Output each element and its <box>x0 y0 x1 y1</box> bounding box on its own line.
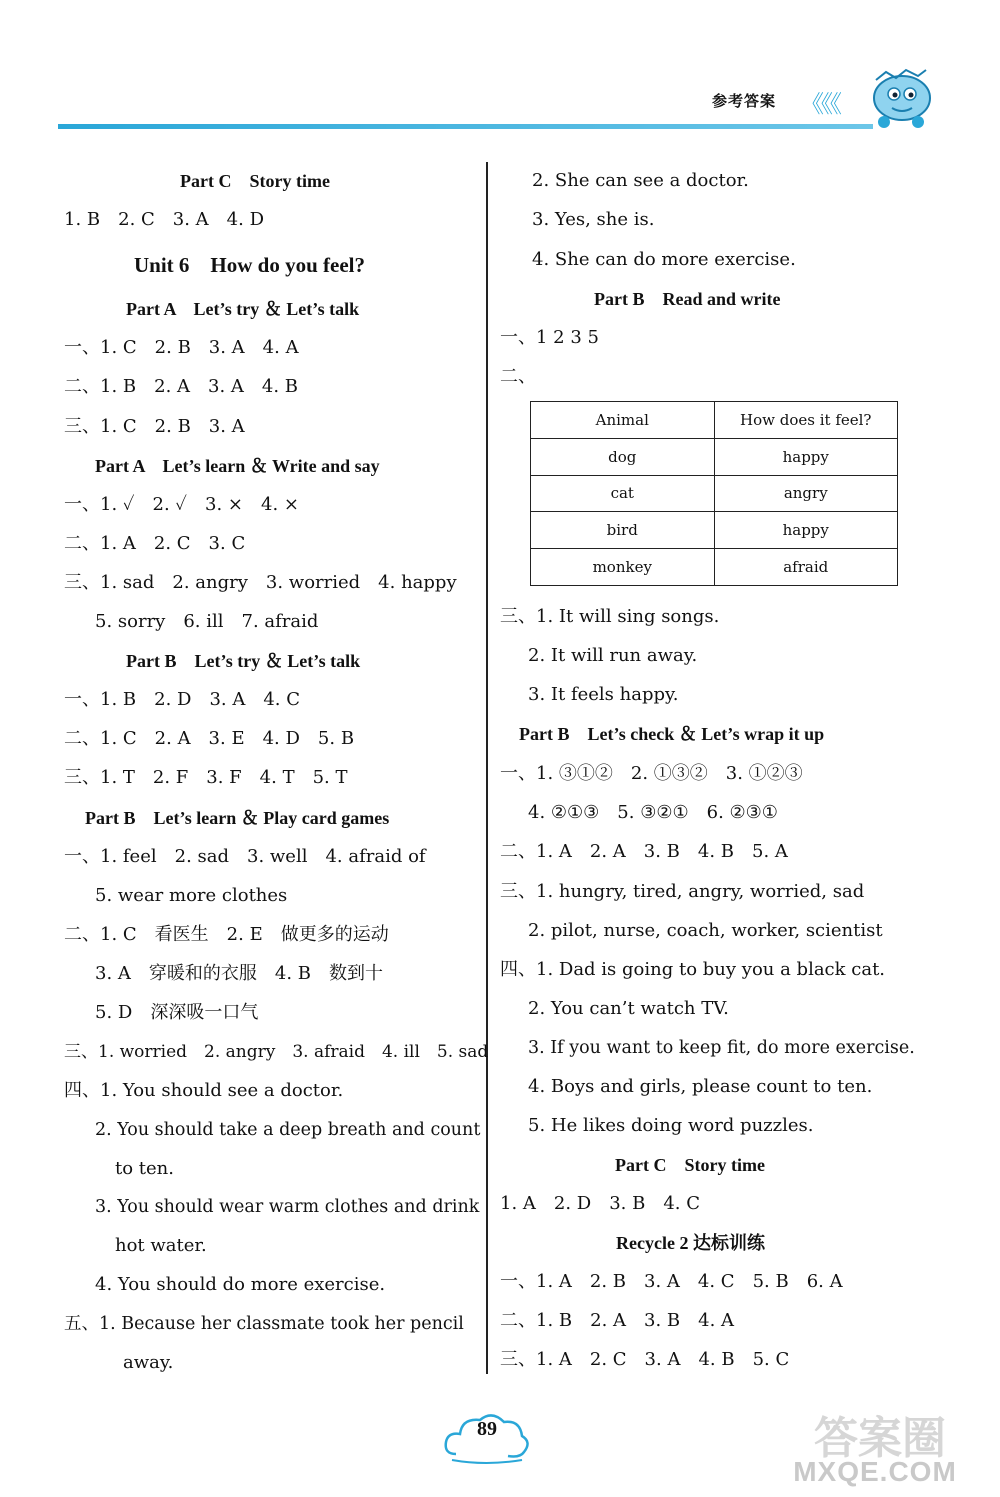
answer-line: 3. A 穿暖和的衣服 4. B 数到十 <box>95 963 384 984</box>
answer-line: 3. Yes, she is. <box>532 209 655 230</box>
answer-line: 一、1. B 2. D 3. A 4. C <box>64 689 301 710</box>
answer-line: 1. B 2. C 3. A 4. D <box>64 209 265 230</box>
table-cell: bird <box>531 512 715 549</box>
answer-line: 一、1. feel 2. sad 3. well 4. afraid of <box>64 846 426 867</box>
answer-line: 一、1. A 2. B 3. A 4. C 5. B 6. A <box>500 1271 843 1292</box>
table-header-cell: How does it feel? <box>714 402 898 439</box>
section-heading: Part B Let’s check ＆ Let’s wrap it up <box>519 724 825 744</box>
answer-line: 二、1. B 2. A 3. A 4. B <box>64 376 299 397</box>
answer-line: 二、1. C 看医生 2. E 做更多的运动 <box>64 924 389 945</box>
table-row <box>531 549 898 586</box>
answer-line: 一、1. C 2. B 3. A 4. A <box>64 337 299 358</box>
header-arrows: 《《《 <box>800 90 839 118</box>
unit-title: Unit 6 How do you feel? <box>134 253 365 277</box>
answer-line: 三、1. T 2. F 3. F 4. T 5. T <box>64 767 348 788</box>
answer-line: 三、1. It will sing songs. <box>500 606 720 627</box>
answer-line: 4. She can do more exercise. <box>532 249 796 270</box>
table-cell: angry <box>714 475 898 512</box>
answer-line: 五、1. Because her classmate took her pencil <box>64 1314 464 1334</box>
answer-line: 二、1. C 2. A 3. E 4. D 5. B <box>64 728 355 749</box>
watermark-site: MXQE.COM <box>793 1456 957 1487</box>
answer-line: 2. You can’t watch TV. <box>528 998 729 1019</box>
answer-line: 5. D 深深吸一口气 <box>95 1002 259 1023</box>
answer-line: 4. ②①③ 5. ③②① 6. ②③① <box>528 802 778 823</box>
answer-line: 3. If you want to keep fit, do more exercise. <box>528 1038 915 1058</box>
mascot-logo-icon <box>866 64 936 132</box>
table-cell: happy <box>714 438 898 475</box>
column-divider <box>486 162 488 1374</box>
table-cell: cat <box>531 475 715 512</box>
table-row <box>531 475 898 512</box>
answer-line: 三、1. A 2. C 3. A 4. B 5. C <box>500 1349 790 1370</box>
answer-line: away. <box>123 1352 174 1373</box>
answer-line: 二、 <box>500 366 536 387</box>
answer-line: 5. He likes doing word puzzles. <box>528 1115 814 1136</box>
header-line <box>58 124 873 129</box>
table-row <box>531 438 898 475</box>
table-header-cell: Animal <box>531 402 715 439</box>
answer-line: 一、1. ✓ 2. ✓ 3. × 4. × <box>64 494 299 515</box>
answer-line: to ten. <box>115 1158 174 1179</box>
answer-line: 四、1. You should see a doctor. <box>64 1080 344 1101</box>
answer-line: 一、1. ③①② 2. ①③② 3. ①②③ <box>500 763 803 784</box>
answer-line: 5. sorry 6. ill 7. afraid <box>95 611 319 632</box>
animal-feelings-table <box>530 401 898 586</box>
answer-line: 3. It feels happy. <box>528 684 679 705</box>
page-number: 89 <box>477 1418 497 1440</box>
answer-line: 2. It will run away. <box>528 645 698 666</box>
partc-story-heading: Part C Story time <box>615 1155 765 1175</box>
answer-line: 1. A 2. D 3. B 4. C <box>500 1193 701 1214</box>
section-heading: Part B Let’s try ＆ Let’s talk <box>126 651 361 671</box>
section-heading: Part A Let’s learn ＆ Write and say <box>95 456 380 476</box>
section-heading: Part B Read and write <box>594 289 781 309</box>
answer-line: 三、1. sad 2. angry 3. worried 4. happy <box>64 572 457 593</box>
watermark-logo: 答案圈 <box>814 1413 946 1464</box>
answer-line: 3. You should wear warm clothes and drink <box>95 1197 480 1217</box>
answer-line: 三、1. worried 2. angry 3. afraid 4. ill 5. sad <box>64 1042 489 1062</box>
answer-line: 5. wear more clothes <box>95 885 288 906</box>
answer-line: 2. She can see a doctor. <box>532 170 749 191</box>
table-header-row <box>531 402 898 439</box>
table-row <box>531 512 898 549</box>
header-label: 参考答案 <box>712 92 777 110</box>
table-cell: afraid <box>714 549 898 586</box>
answer-line: 4. Boys and girls, please count to ten. <box>528 1076 873 1097</box>
section-heading: Part A Let’s try ＆ Let’s talk <box>126 299 360 319</box>
answer-line: 三、1. hungry, tired, angry, worried, sad <box>500 881 865 902</box>
answer-line: 三、1. C 2. B 3. A <box>64 416 245 437</box>
recycle-heading: Recycle 2 达标训练 <box>616 1233 765 1253</box>
answer-line: 四、1. Dad is going to buy you a black cat. <box>500 959 886 980</box>
answer-line: 一、1 2 3 5 <box>500 327 599 348</box>
answer-line: 二、1. B 2. A 3. B 4. A <box>500 1310 735 1331</box>
answer-line: 2. pilot, nurse, coach, worker, scientist <box>528 920 883 941</box>
answer-line: 4. You should do more exercise. <box>95 1274 386 1295</box>
partc-story-heading: Part C Story time <box>180 171 330 191</box>
answer-line: 二、1. A 2. C 3. C <box>64 533 246 554</box>
table-cell: monkey <box>531 549 715 586</box>
table-cell: happy <box>714 512 898 549</box>
answer-line: 二、1. A 2. A 3. B 4. B 5. A <box>500 841 788 862</box>
section-heading: Part B Let’s learn ＆ Play card games <box>85 808 390 828</box>
table-cell: dog <box>531 438 715 475</box>
answer-line: 2. You should take a deep breath and count <box>95 1120 481 1140</box>
answer-line: hot water. <box>115 1235 207 1256</box>
